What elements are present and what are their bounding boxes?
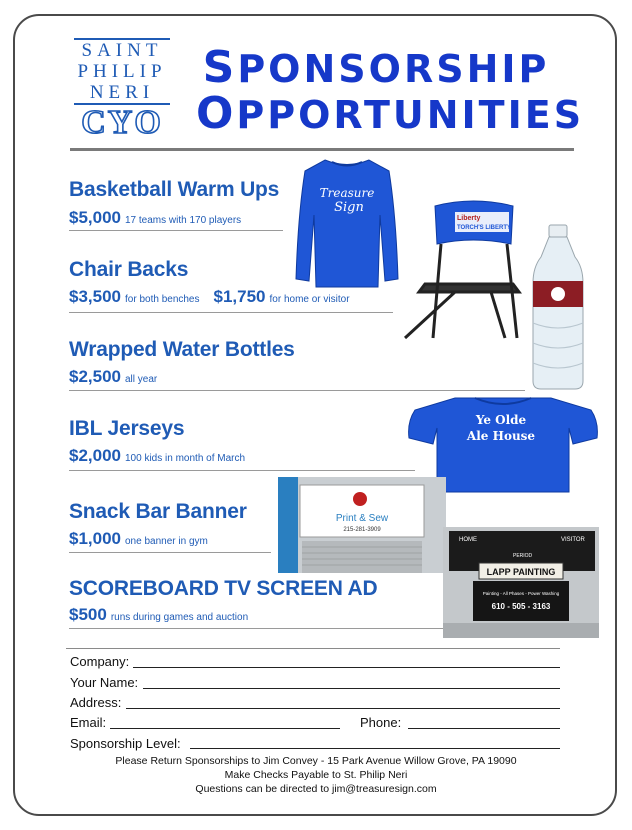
- page-title-line1: SPONSORSHIP: [202, 42, 550, 93]
- logo-cyo: CYO: [81, 104, 163, 141]
- page-title-line2: OPPORTUNITIES: [196, 88, 585, 139]
- logo-line-philip: PHILIP: [77, 61, 167, 82]
- long-sleeve-shirt-image: [292, 155, 402, 290]
- footer-checks-line: Make Checks Payable to St. Philip Neri: [224, 769, 408, 781]
- banner-print-line2: 215-281-3909: [343, 527, 381, 533]
- header-divider: [70, 148, 574, 151]
- logo-line-saint: SAINT: [81, 40, 163, 61]
- jacket-print-line2: Ale House: [466, 429, 536, 443]
- folding-chair-image: [395, 192, 528, 340]
- scoreboard-visitor: VISITOR: [561, 537, 585, 543]
- scoreboard-sign-line3: 610 - 505 - 3163: [491, 602, 551, 611]
- item-divider: [69, 390, 525, 391]
- shirt-print-line1: Treasure: [319, 186, 375, 200]
- jacket-print-line1: Ye Olde: [475, 413, 527, 427]
- item-title-chair-backs: Chair Backs: [69, 258, 189, 281]
- item-divider: [69, 230, 283, 231]
- scoreboard-sign-line1: LAPP PAINTING: [486, 567, 556, 577]
- item-divider: [69, 312, 393, 313]
- item-title-water-bottles: Wrapped Water Bottles: [69, 338, 295, 361]
- footer-questions-line: Questions can be directed to jim@treasuresign.com: [195, 783, 437, 795]
- item-title-warm-ups: Basketball Warm Ups: [69, 178, 280, 201]
- item-title-snack-bar-banner: Snack Bar Banner: [69, 500, 247, 523]
- chair-print-line2: TORCH'S LIBERTY: [457, 225, 511, 231]
- company-field[interactable]: [133, 667, 560, 668]
- address-label: Address:: [70, 695, 122, 710]
- item-price-warm-ups: $5,000 17 teams with 170 players: [69, 208, 242, 227]
- logo-line-neri: NERI: [89, 82, 155, 103]
- item-title-scoreboard-ad: SCOREBOARD TV SCREEN AD: [69, 577, 378, 600]
- item-price-water-bottles: $2,500 all year: [69, 367, 158, 386]
- item-price-snack-bar-banner: $1,000 one banner in gym: [69, 529, 208, 548]
- footer-return-line: Please Return Sponsorships to Jim Convey - 15 Park Avenue Willow Grove, PA 19090: [115, 755, 517, 767]
- sponsorship-level-label: Sponsorship Level:: [70, 736, 181, 751]
- name-field[interactable]: [143, 688, 560, 689]
- item-price-scoreboard-ad: $500 runs during games and auction: [69, 605, 249, 624]
- name-label: Your Name:: [70, 675, 139, 690]
- phone-label: Phone:: [360, 715, 402, 730]
- item-title-ibl-jerseys: IBL Jerseys: [69, 417, 185, 440]
- shirt-print-line2: Sign: [334, 200, 364, 215]
- scoreboard-photo: [443, 527, 599, 638]
- sponsorship-level-field[interactable]: [190, 748, 560, 749]
- scoreboard-sign-line2: Painting - All Phases - Power Washing: [482, 591, 560, 596]
- item-divider: [69, 628, 443, 629]
- email-label: Email:: [70, 715, 107, 730]
- phone-field[interactable]: [408, 728, 560, 729]
- item-divider: [69, 552, 271, 553]
- item-price-chair-backs: $3,500 for both benches $1,750 for home or visitor: [69, 287, 350, 306]
- water-bottle-image: [527, 223, 589, 391]
- scoreboard-period: PERIOD: [513, 553, 533, 559]
- form-divider: [66, 648, 560, 649]
- item-divider: [69, 470, 415, 471]
- banner-print-line1: Print & Sew: [335, 513, 389, 524]
- snack-bar-banner-photo: [278, 477, 446, 573]
- item-price-ibl-jerseys: $2,000 100 kids in month of March: [69, 446, 246, 465]
- chair-print-line1: Liberty: [457, 215, 481, 222]
- company-label: Company:: [70, 654, 130, 669]
- scoreboard-home: HOME: [459, 537, 477, 543]
- saint-philip-neri-cyo-logo: [70, 38, 174, 141]
- address-field[interactable]: [126, 708, 560, 709]
- email-field[interactable]: [110, 728, 340, 729]
